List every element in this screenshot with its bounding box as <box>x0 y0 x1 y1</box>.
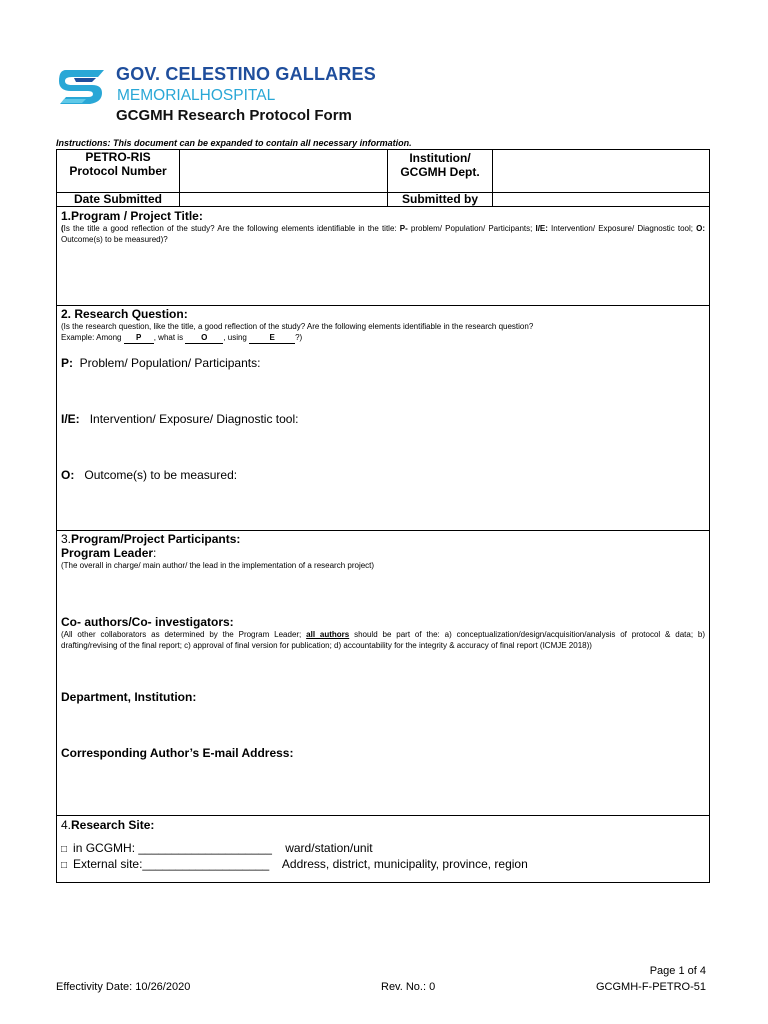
section3-title: 3.Program/Project Participants: <box>61 532 241 546</box>
protocol-number-label: PETRO-RIS Protocol Number <box>57 150 180 193</box>
section2-example: Example: Among P , what is O , using E ?) <box>61 333 303 342</box>
section-program-title[interactable] <box>57 207 710 306</box>
section2-title: 2. Research Question: <box>61 307 188 321</box>
program-leader-note: (The overall in charge/ main author/ the lead in the implementation of a research project) <box>61 561 375 570</box>
date-submitted-label: Date Submitted <box>57 193 180 207</box>
instructions-text: Instructions: This document can be expanded to contain all necessary information. <box>56 138 412 148</box>
protocol-form-table <box>56 149 710 883</box>
section-participants[interactable] <box>57 531 710 816</box>
hospital-name: MEMORIALHOSPITAL <box>117 87 276 104</box>
institution-field[interactable] <box>493 150 710 193</box>
section1-title: 1.Program / Project Title: <box>61 209 203 223</box>
program-leader-label: Program Leader: <box>61 546 157 560</box>
revision-number: Rev. No.: 0 <box>381 981 436 993</box>
coauthors-note: (All other collaborators as determined by the Program Leader; all authors should be part of the: a) conceptualization/design/acquisition/analysis of protocol & data; b) drafting/revising of the final report; c) approval of final version for publication; d) accountability for the integrity & accuracy of final report (ICMJE 2018)) <box>61 630 706 650</box>
checkbox-icon[interactable]: □ <box>61 844 68 855</box>
checkbox-icon[interactable]: □ <box>61 860 68 871</box>
problem-item: P: Problem/ Population/ Participants: <box>61 356 261 370</box>
outcome-item: O: Outcome(s) to be measured: <box>61 468 238 482</box>
submitted-by-label: Submitted by <box>388 193 493 207</box>
section-research-question[interactable] <box>57 306 710 531</box>
institution-label: Institution/ GCGMH Dept. <box>388 150 493 193</box>
site-option-gcgmh[interactable]: □ in GCGMH: ____________________ ward/station/unit <box>61 841 373 855</box>
site-option-external[interactable]: □ External site:___________________ Address, district, municipality, province, region <box>61 857 528 871</box>
form-title: GCGMH Research Protocol Form <box>116 107 352 124</box>
coauthors-label: Co- authors/Co- investigators: <box>61 615 234 629</box>
section4-title: 4.Research Site: <box>61 818 155 832</box>
effectivity-date: Effectivity Date: 10/26/2020 <box>56 981 191 993</box>
hospital-logo-icon <box>58 66 108 106</box>
protocol-number-field[interactable] <box>180 150 388 193</box>
intervention-item: I/E: Intervention/ Exposure/ Diagnostic tool: <box>61 412 299 426</box>
form-code: GCGMH-F-PETRO-51 <box>596 981 706 993</box>
section2-note: (Is the research question, like the title, a good reflection of the study? Are the following elements identifiable in the research question? <box>61 322 534 331</box>
department-label: Department, Institution: <box>61 690 197 704</box>
organization-name: GOV. CELESTINO GALLARES <box>116 64 376 84</box>
date-submitted-field[interactable] <box>180 193 388 207</box>
section-research-site[interactable] <box>57 816 710 883</box>
page-number: Page 1 of 4 <box>649 965 706 977</box>
section1-note: (Is the title a good reflection of the study? Are the following elements identifiable in the title: P- problem/ Population/ Participants; I/E: Intervention/ Exposure/ Diagnostic tool; O: Outcome(s) to be measured)? <box>61 224 705 244</box>
email-label: Corresponding Author’s E-mail Address: <box>61 746 294 760</box>
submitted-by-field[interactable] <box>493 193 710 207</box>
